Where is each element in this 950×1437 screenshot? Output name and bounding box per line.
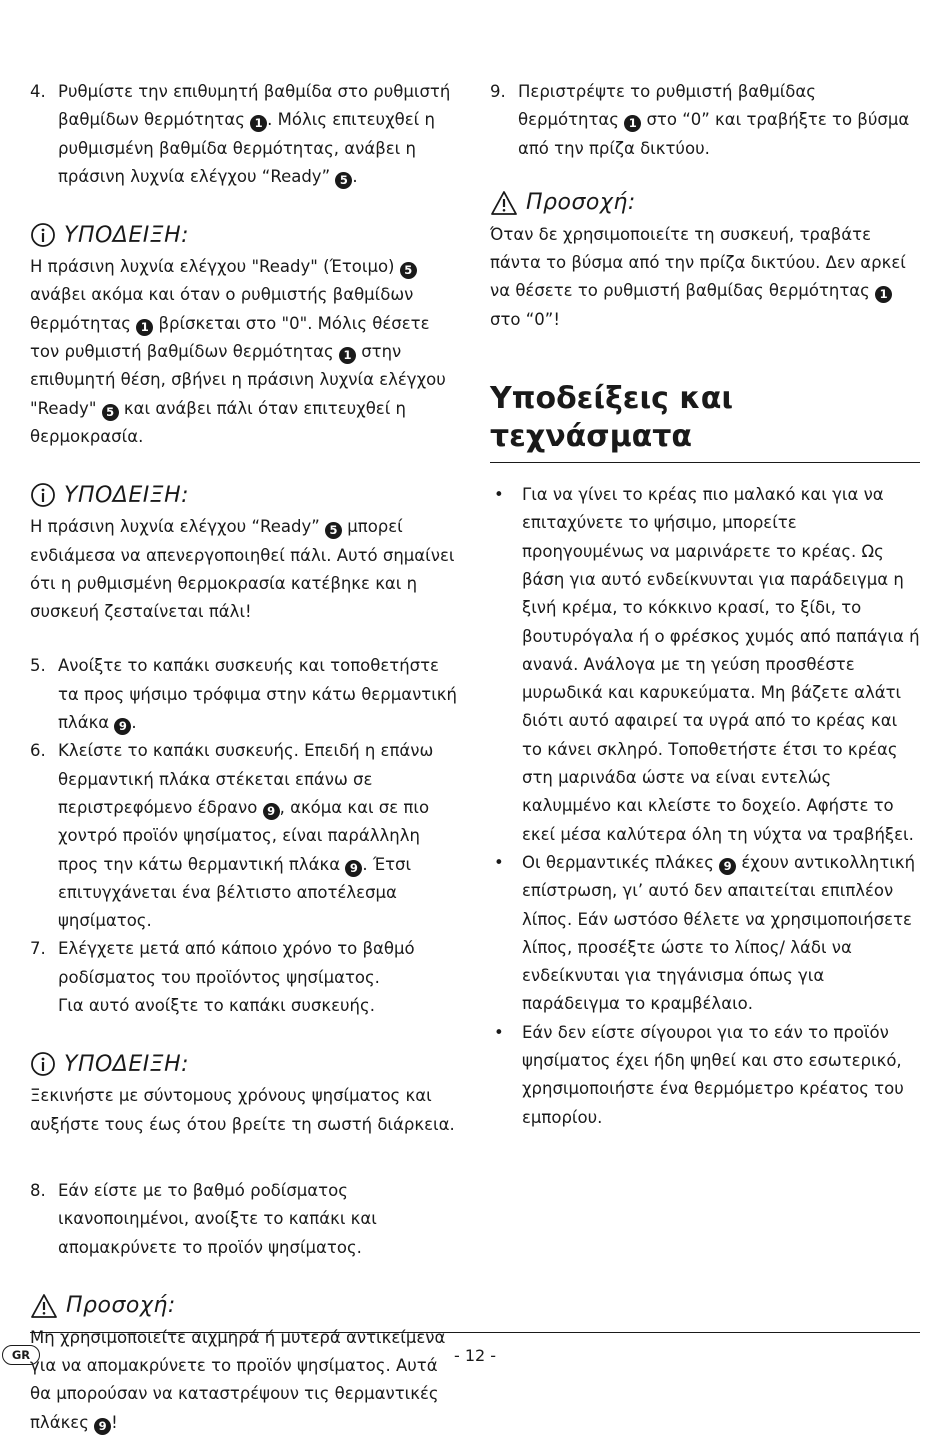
warning-title: Προσοχή: bbox=[526, 190, 636, 216]
part-number-marker: 5 bbox=[325, 522, 342, 539]
step-text: Ανοίξτε το καπάκι συσκευής και τοποθετήστε τα προς ψήσιμο τρόφιμα στην κάτω θερμαντική πλάκα 9 . bbox=[58, 656, 457, 734]
step-text: Ρυθμίστε την επιθυμητή βαθμίδα στο ρυθμιστή βαθμίδων θερμότητας 1 . Μόλις επιτευχθεί η ρυθμισμένη βαθμίδα θερμότητας, ανάβει η πράσινη λυχνία ελέγχου “Ready” 5 . bbox=[58, 82, 451, 187]
warning-heading bbox=[490, 185, 920, 221]
step-text: Κλείστε το καπάκι συσκευής. Επειδή η επάνω θερμαντική πλάκα στέκεται επάνω σε περιστρεφόμενο έδρανο 9 , ακόμα και σε πιο χοντρό προϊόν ψησίματος, είναι παράλληλη προς την κάτω θερμαντική πλάκα 9 . Έτσι επιτυγχάνεται ένα βέλτιστο αποτέλεσμα ψησίματος. bbox=[58, 741, 434, 931]
step-text: Ελέγχετε μετά από κάποιο χρόνο το βαθμό ροδίσματος του προϊόντος ψησίματος. bbox=[58, 939, 415, 987]
tip-item bbox=[490, 1019, 920, 1132]
part-number-marker: 5 bbox=[102, 404, 119, 421]
part-number-marker: 1 bbox=[339, 347, 356, 364]
step-text: Για αυτό ανοίξτε το καπάκι συσκευής. bbox=[58, 996, 375, 1016]
note-heading bbox=[30, 1046, 460, 1082]
bullet-marker: • bbox=[494, 852, 504, 872]
tip-item bbox=[490, 849, 920, 1019]
warning-heading bbox=[30, 1288, 460, 1324]
warning-triangle-icon bbox=[490, 190, 518, 216]
tip-text: Εάν δεν είστε σίγουροι για το εάν το προϊόν ψησίματος έχει ήδη ψηθεί και στο εσωτερικό, χρησιμοποιήστε ένα θερμόμετρο κρέατος του εμπορίου. bbox=[522, 1022, 904, 1127]
part-number-marker: 1 bbox=[875, 286, 892, 303]
note-title: ΥΠΟΔΕΙΞΗ: bbox=[64, 482, 190, 508]
tip-text: Οι θερμαντικές πλάκες 9 έχουν αντικολλητική επίστρωση, γι’ αυτό δεν απαιτείται επιπλέον λίπος. Εάν ωστόσο θέλετε να χρησιμοποιήσετε λίπος, προσέξτε ώστε το λίπος/ λάδι να ενδείκνυται για τηγάνισμα όπως για παράδειγμα το κραμβέλαιο. bbox=[522, 852, 916, 1014]
warning-triangle-icon bbox=[30, 1293, 58, 1319]
step-7 bbox=[30, 935, 460, 1020]
part-number-marker: 9 bbox=[345, 860, 362, 877]
part-number-marker: 9 bbox=[94, 1418, 111, 1435]
part-number-marker: 1 bbox=[624, 115, 641, 132]
part-number-marker: 5 bbox=[400, 262, 417, 279]
part-number-marker: 9 bbox=[114, 718, 131, 735]
step-number: 4. bbox=[30, 82, 46, 101]
note-heading bbox=[30, 477, 460, 513]
right-column bbox=[490, 78, 920, 1132]
note-2 bbox=[30, 477, 460, 626]
part-number-marker: 5 bbox=[335, 172, 352, 189]
part-number-marker: 1 bbox=[250, 115, 267, 132]
part-number-marker: 9 bbox=[263, 803, 280, 820]
part-number-marker: 1 bbox=[136, 319, 153, 336]
note-text: Η πράσινη λυχνία ελέγχου "Ready" (Έτοιμο) 5 ανάβει ακόμα και όταν ο ρυθμιστής βαθμίδων θερμότητας 1 βρίσκεται στο "0". Μόλις θέσετε τον ρυθμιστή βαθμίδων θερμότητας 1 στην επιθυμητή θέση, σβήνει η πράσινη λυχνία ελέγχου "Ready" 5 και ανάβει πάλι όταν επιτευχθεί η θερμοκρασία. bbox=[30, 257, 446, 446]
tip-text: Για να γίνει το κρέας πιο μαλακό και για να επιταχύνετε το ψήσιμο, μπορείτε προηγουμένως να μαρινάρετε το κρέας. Ως βάση για αυτό ενδείκνυνται για παράδειγμα η ξινή κρέμα, το κόκκινο κρασί, το ξίδι, το βουτυρόγαλα ή ο φρέσκος χυμός από παπάγια ή ανανά. Ανάλογα με τη γεύση προσθέστε μυρωδικά και καρυκεύματα. Μη βάζετε αλάτι διότι αυτό αφαιρεί τα υγρά από το κρέας και το κάνει σκληρό. Τοποθετήστε έτσι το κρέας στη μαρινάδα ώστε να είναι εντελώς καλυμμένο και κλείστε το δοχείο. Αφήστε το εκεί μέσα καλύτερα όλη τη νύχτα να τραβήξει. bbox=[522, 485, 920, 844]
bullet-marker: • bbox=[494, 1022, 504, 1042]
step-text: Περιστρέψτε το ρυθμιστή βαθμίδας θερμότητας 1 στο “0” και τραβήξτε το βύσμα από την πρίζα δικτύου. bbox=[518, 82, 910, 158]
warning-text: Όταν δε χρησιμοποιείτε τη συσκευή, τραβάτε πάντα το βύσμα από την πρίζα δικτύου. Δεν αρκεί να θέσετε το ρυθμιστή βαθμίδας θερμότητας 1 στο “0”! bbox=[490, 224, 906, 329]
tip-item bbox=[490, 481, 920, 849]
left-column bbox=[30, 78, 460, 1437]
bullet-marker: • bbox=[494, 485, 504, 505]
step-5 bbox=[30, 652, 460, 737]
part-number-marker: 9 bbox=[719, 858, 736, 875]
step-number: 7. bbox=[30, 939, 46, 959]
section-title: Υποδείξεις και τεχνάσματα bbox=[490, 380, 920, 463]
info-icon bbox=[30, 482, 56, 508]
step-number: 9. bbox=[490, 82, 506, 101]
step-number: 8. bbox=[30, 1180, 46, 1200]
note-text: Η πράσινη λυχνία ελέγχου “Ready” 5 μπορεί ενδιάμεσα να απενεργοποιηθεί πάλι. Αυτό σημαίνει ότι η ρυθμισμένη θερμοκρασία κατέβηκε και η συσκευή ζεσταίνεται πάλι! bbox=[30, 517, 455, 622]
step-6 bbox=[30, 737, 460, 935]
step-number: 5. bbox=[30, 656, 46, 676]
note-title: ΥΠΟΔΕΙΞΗ: bbox=[64, 222, 190, 248]
note-text: Ξεκινήστε με σύντομους χρόνους ψησίματος και αυξήστε τους έως ότου βρείτε τη σωστή διάρκεια. bbox=[30, 1086, 455, 1134]
step-9 bbox=[490, 78, 920, 163]
note-1 bbox=[30, 217, 460, 451]
note-heading bbox=[30, 217, 460, 253]
step-4 bbox=[30, 78, 460, 191]
page-number: - 12 - bbox=[453, 1346, 497, 1365]
step-number: 6. bbox=[30, 741, 46, 761]
footer-divider bbox=[30, 1332, 920, 1333]
warning-2 bbox=[490, 185, 920, 334]
step-text: Εάν είστε με το βαθμό ροδίσματος ικανοποιημένοι, ανοίξτε το καπάκι και απομακρύνετε το προϊόν ψησίματος. bbox=[58, 1180, 377, 1257]
warning-text: Μη χρησιμοποιείτε αιχμηρά ή μυτερά αντικείμενα για να απομακρύνετε το προϊόν ψησίματος. Αυτά θα μπορούσαν να καταστρέψουν τις θερμαντικές πλάκες 9 ! bbox=[30, 1327, 446, 1433]
note-title: ΥΠΟΔΕΙΞΗ: bbox=[64, 1051, 190, 1077]
step-8 bbox=[30, 1177, 460, 1262]
note-3 bbox=[30, 1046, 460, 1139]
info-icon bbox=[30, 222, 56, 248]
info-icon bbox=[30, 1051, 56, 1077]
warning-title: Προσοχή: bbox=[66, 1293, 176, 1319]
language-badge: GR bbox=[2, 1345, 40, 1365]
